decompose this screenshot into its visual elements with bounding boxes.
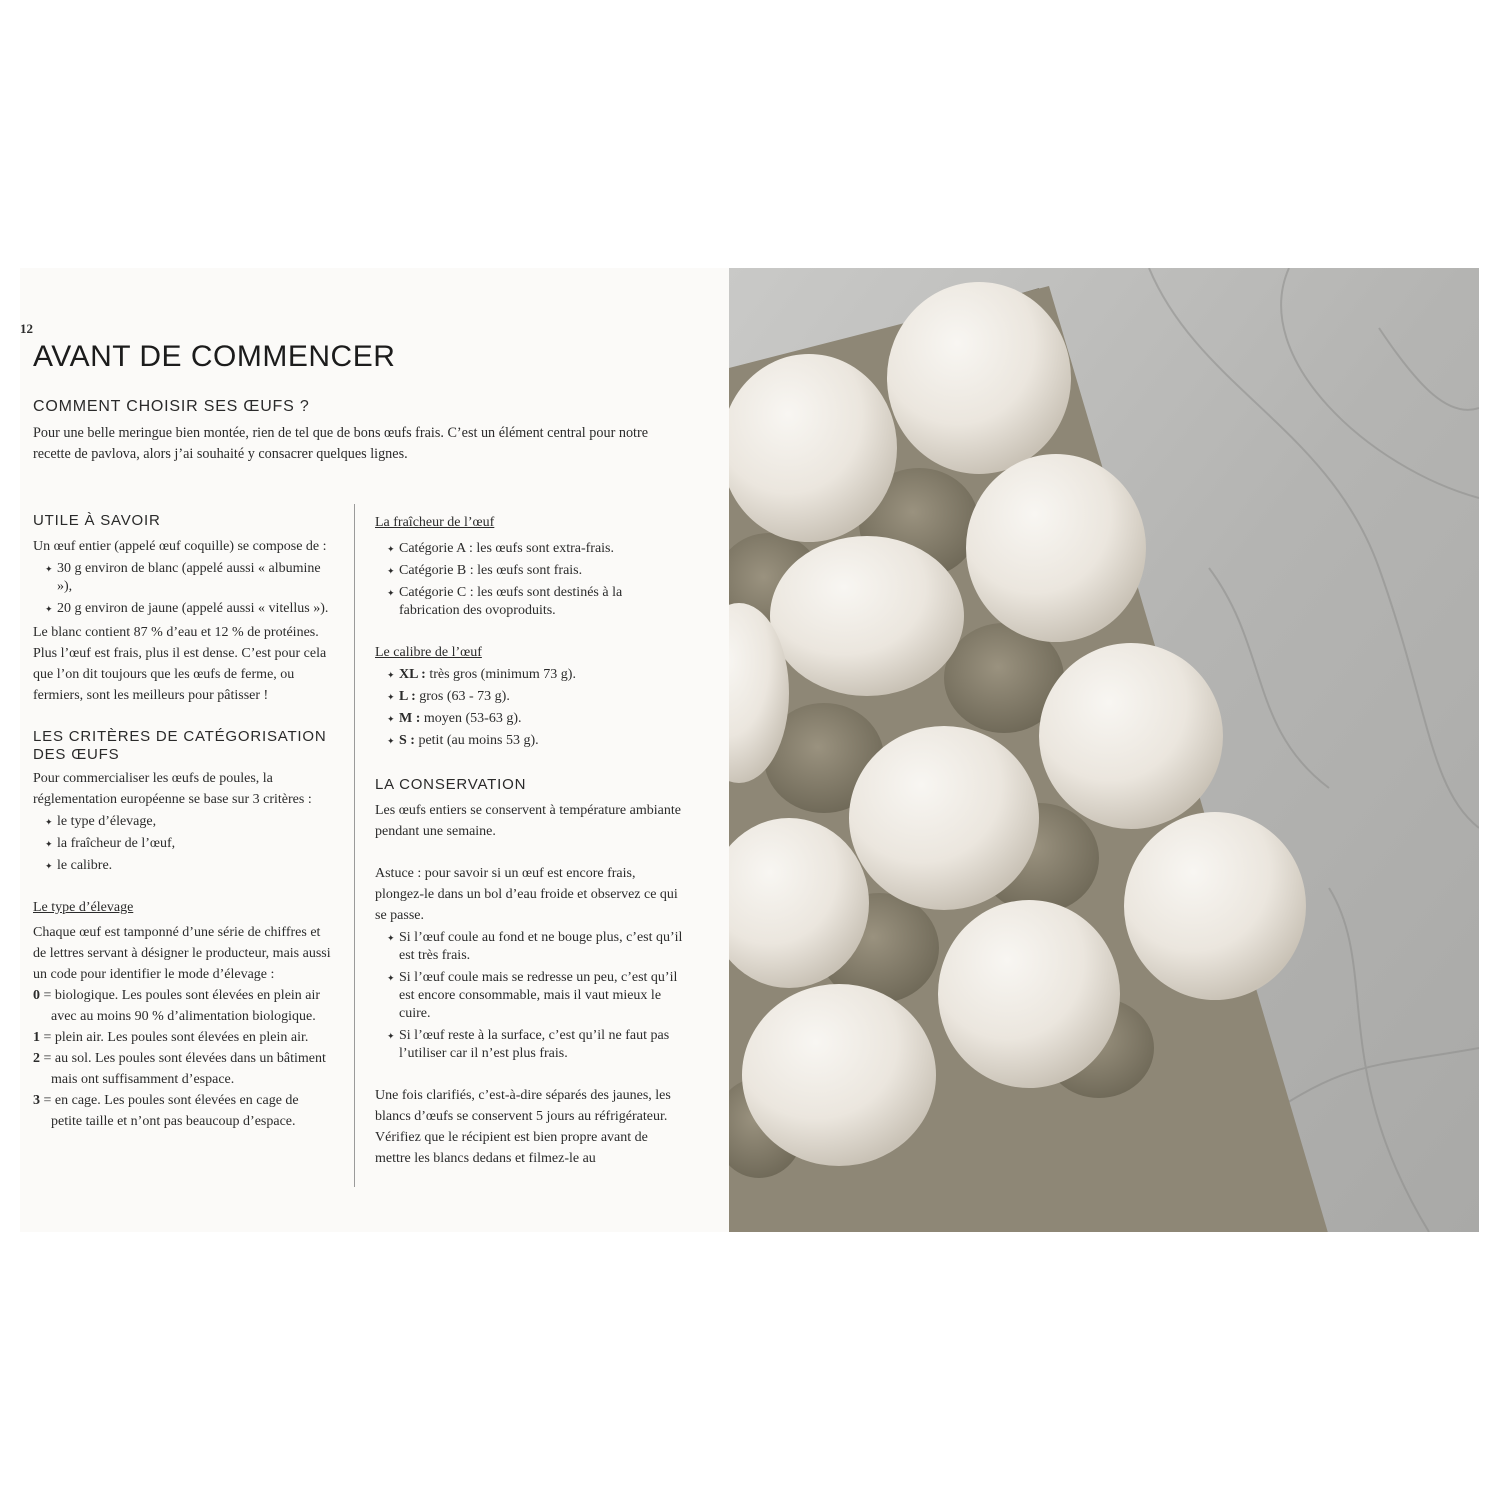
list-item: ✦ la fraîcheur de l’œuf, bbox=[33, 835, 333, 853]
conservation-p2: Une fois clarifiés, c’est-à-dire séparés des jaunes, les blancs d’œufs se conservent 5 jours au réfrigérateur. Vérifiez que le récipient est bien propre avant de mettre les blancs dedans et filmez-le au bbox=[375, 1088, 671, 1166]
intro-text: Pour une belle meringue bien montée, rien de tel que de bons œufs frais. C’est un élément central pour notre recette de pavlova, alors j’ai souhaité y consacrer quelques lignes. bbox=[33, 425, 648, 462]
column-left bbox=[33, 498, 333, 1132]
column-divider bbox=[354, 504, 355, 1187]
utile-p2: Plus l’œuf est frais, plus il est dense. C’est pour cela que l’on dit toujours que les œufs de ferme, ou fermiers, sont les meilleurs pour pâtisser ! bbox=[33, 646, 327, 703]
conservation-heading: LA CONSERVATION bbox=[375, 776, 527, 793]
list-item: ✦ M : moyen (53-63 g). bbox=[375, 710, 685, 728]
eggs-photo bbox=[729, 268, 1479, 1232]
list-item: ✦ 20 g environ de jaune (appelé aussi « vitellus »). bbox=[33, 600, 333, 618]
book-spread bbox=[20, 268, 1479, 1232]
list-item: ✦ XL : très gros (minimum 73 g). bbox=[375, 666, 685, 684]
eggs-illustration bbox=[729, 268, 1479, 1232]
list-item: ✦ Si l’œuf coule au fond et ne bouge plus, c’est qu’il est très frais. bbox=[375, 929, 685, 965]
conservation-astuce: Astuce : pour savoir si un œuf est encore frais, plongez-le dans un bol d’eau froide et observez ce qui se passe. bbox=[375, 866, 678, 923]
list-item: ✦ 30 g environ de blanc (appelé aussi « albumine »), bbox=[33, 560, 333, 596]
list-item: ✦ L : gros (63 - 73 g). bbox=[375, 688, 685, 706]
list-item: ✦ Si l’œuf coule mais se redresse un peu, c’est qu’il est encore consommable, mais il vaut mieux le cuire. bbox=[375, 969, 685, 1023]
left-page bbox=[20, 268, 729, 1232]
list-item: ✦ Catégorie C : les œufs sont destinés à la fabrication des ovoproduits. bbox=[375, 584, 685, 620]
list-item: ✦ S : petit (au moins 53 g). bbox=[375, 732, 685, 750]
intro-heading: COMMENT CHOISIR SES ŒUFS ? bbox=[33, 398, 310, 415]
astuce-list bbox=[375, 929, 685, 1063]
utile-p1: Le blanc contient 87 % d’eau et 12 % de protéines. bbox=[33, 625, 319, 640]
list-item: ✦ Si l’œuf reste à la surface, c’est qu’il ne faut pas l’utiliser car il n’est plus frais. bbox=[375, 1027, 685, 1063]
utile-list bbox=[33, 560, 333, 618]
list-item: ✦ le calibre. bbox=[33, 857, 333, 875]
fraicheur-list bbox=[375, 540, 685, 620]
page-title: AVANT DE COMMENCER bbox=[33, 340, 396, 373]
column-right bbox=[375, 498, 685, 1169]
list-item: ✦ le type d’élevage, bbox=[33, 813, 333, 831]
fraicheur-heading: La fraîcheur de l’œuf bbox=[375, 515, 495, 530]
list-item: 2 = au sol. Les poules sont élevées dans un bâtiment mais ont suffisamment d’espace. bbox=[33, 1051, 326, 1087]
list-item: 1 = plein air. Les poules sont élevées en plein air. bbox=[33, 1030, 309, 1045]
calibre-list bbox=[375, 666, 685, 750]
list-item: ✦ Catégorie B : les œufs sont frais. bbox=[375, 562, 685, 580]
list-item: 3 = en cage. Les poules sont élevées en cage de petite taille et n’ont pas beaucoup d’espace. bbox=[33, 1093, 299, 1129]
list-item: ✦ Catégorie A : les œufs sont extra-frais. bbox=[375, 540, 685, 558]
calibre-heading: Le calibre de l’œuf bbox=[375, 645, 482, 660]
elevage-codes bbox=[33, 985, 333, 1132]
criteres-heading: LES CRITÈRES DE CATÉGORISATION DES ŒUFS bbox=[33, 728, 327, 763]
page-number: 12 bbox=[20, 321, 33, 336]
elevage-heading: Le type d’élevage bbox=[33, 900, 134, 915]
criteres-lead: Pour commercialiser les œufs de poules, la réglementation européenne se base sur 3 critères : bbox=[33, 771, 312, 807]
utile-lead: Un œuf entier (appelé œuf coquille) se compose de : bbox=[33, 539, 327, 554]
conservation-p1: Les œufs entiers se conservent à température ambiante pendant une semaine. bbox=[375, 803, 681, 839]
criteres-list bbox=[33, 813, 333, 875]
utile-heading: UTILE À SAVOIR bbox=[33, 512, 161, 529]
elevage-lead: Chaque œuf est tamponné d’une série de chiffres et de lettres servant à désigner le producteur, mais aussi un code pour identifier le mode d’élevage : bbox=[33, 925, 331, 982]
list-item: 0 = biologique. Les poules sont élevées en plein air avec au moins 90 % d’alimentation biologique. bbox=[33, 988, 321, 1024]
